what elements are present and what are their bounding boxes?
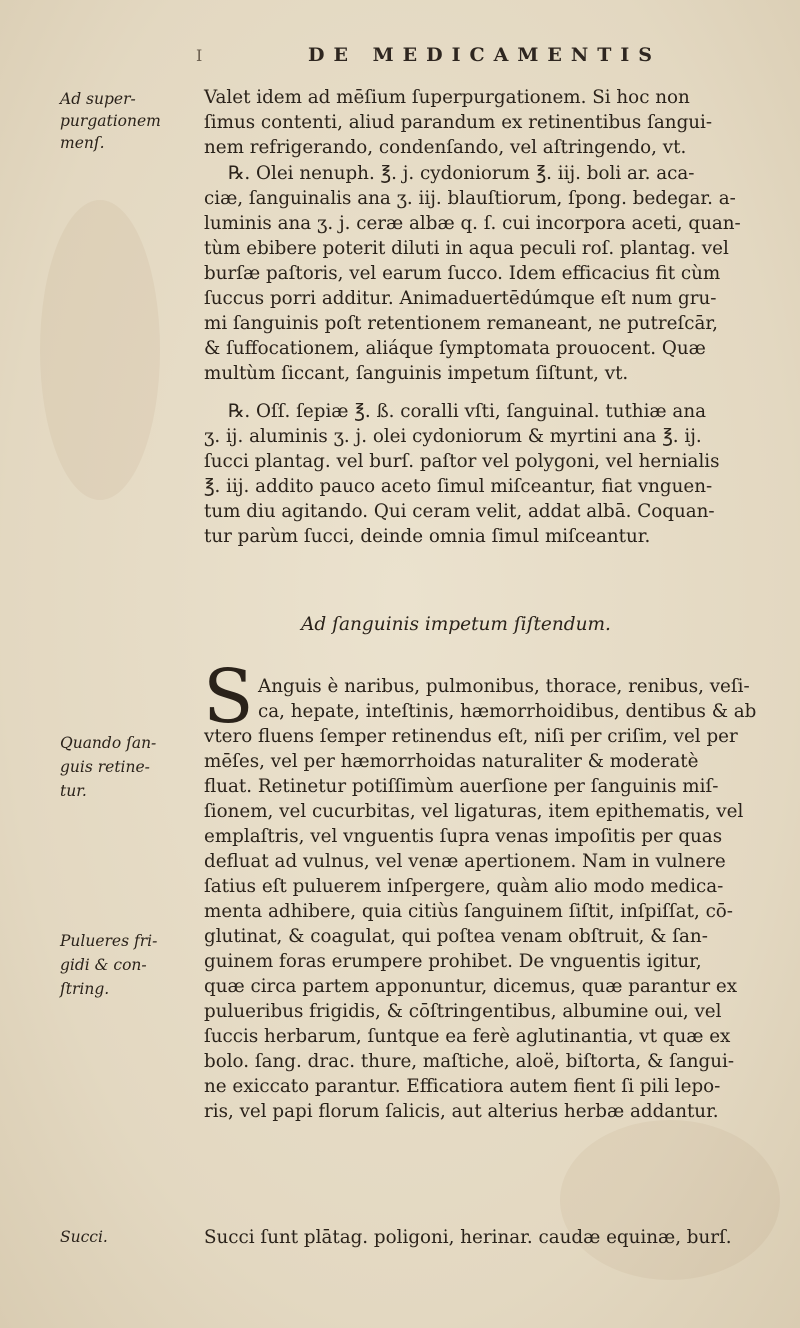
text-line: & ſuffocationem, aliáque ſymptomata prouocent. Quæ <box>204 338 706 359</box>
text-line: glutinat, & coagulat, qui poſtea venam obſtruit, & ſan- <box>204 926 708 947</box>
margin-note: purgationem <box>60 112 161 130</box>
paper-stain <box>40 200 160 500</box>
margin-note: ſtring. <box>60 980 110 998</box>
text-line: ſuccis herbarum, ſuntque ea ferè aglutinantia, vt quæ ex <box>204 1026 731 1047</box>
text-line: ℞. Olei nenuph. ℥. j. cydoniorum ℥. iij. boli ar. aca- <box>228 163 695 184</box>
paper-stain <box>560 1120 780 1280</box>
section-heading: Ad ſanguinis impetum ſiſtendum. <box>301 614 611 635</box>
margin-note: menſ. <box>60 134 105 152</box>
text-line: ſuccus porri additur. Animaduertēdúmque eſt num gru- <box>204 288 717 309</box>
text-line: Succi ſunt plātag. poligoni, herinar. caudæ equinæ, burſ. <box>204 1227 732 1248</box>
text-line: ne exiccato parantur. Efficatiora autem fient ſi pili lepo- <box>204 1076 721 1097</box>
text-line: guinem foras erumpere prohibet. De vnguentis igitur, <box>204 951 702 972</box>
text-line: pulueribus frigidis, & cōſtringentibus, albumine oui, vel <box>204 1001 722 1022</box>
page-number: I <box>196 46 203 65</box>
text-line: tur parùm ſucci, deinde omnia ſimul miſceantur. <box>204 526 651 547</box>
margin-note: Pulueres fri- <box>60 932 158 950</box>
margin-note: Succi. <box>60 1228 108 1246</box>
text-line: burſæ paſtoris, vel earum ſucco. Idem efficacius fit cùm <box>204 263 721 284</box>
text-line: ſionem, vel cucurbitas, vel ligaturas, item epithematis, vel <box>204 801 744 822</box>
text-line: ℥. iij. addito pauco aceto ſimul miſceantur, fiat vnguen- <box>204 476 713 497</box>
text-line: mi ſanguinis poſt retentionem remaneant, ne putreſcār, <box>204 313 718 334</box>
margin-note: gidi & con- <box>60 956 147 974</box>
text-line: tùm ebibere poterit diluti in aqua peculi roſ. plantag. vel <box>204 238 729 259</box>
text-line: Anguis è naribus, pulmonibus, thorace, renibus, veſi- <box>258 676 750 697</box>
text-line: emplaſtris, vel vnguentis ſupra venas impoſitis per quas <box>204 826 723 847</box>
margin-note: Ad super- <box>60 90 136 108</box>
margin-note: guis retine- <box>60 758 150 776</box>
margin-note: tur. <box>60 782 87 800</box>
text-line: fluat. Retinetur potiſſimùm auerſione per ſanguinis miſ- <box>204 776 719 797</box>
text-line: vtero fluens ſemper retinendus eſt, niſi per criſim, vel per <box>204 726 738 747</box>
text-line: ℞. Oſſ. ſepiæ ℥. ß. coralli vſti, ſanguinal. tuthiæ ana <box>228 401 706 422</box>
text-line: ris, vel papi florum ſalicis, aut alterius herbæ addantur. <box>204 1101 719 1122</box>
text-line: ciæ, ſanguinalis ana ʒ. iij. blauſtiorum, ſpong. bedegar. a- <box>204 188 736 209</box>
text-line: nem refrigerando, condenſando, vel aſtringendo, vt. <box>204 137 687 158</box>
text-line: mēſes, vel per hæmorrhoidas naturaliter & moderatè <box>204 751 699 772</box>
text-line: luminis ana ʒ. j. ceræ albæ q. ſ. cui incorpora aceti, quan- <box>204 213 741 234</box>
text-line: tum diu agitando. Qui ceram velit, addat albā. Coquan- <box>204 501 715 522</box>
text-line: multùm ſiccant, ſanguinis impetum ſiſtunt, vt. <box>204 363 629 384</box>
text-line: quæ circa partem apponuntur, dicemus, quæ parantur ex <box>204 976 738 997</box>
text-line: defluat ad vulnus, vel venæ apertionem. Nam in vulnere <box>204 851 726 872</box>
text-line: Valet idem ad mēſium ſuperpurgationem. Si hoc non <box>204 87 690 108</box>
text-line: ſimus contenti, aliud parandum ex retinentibus ſangui- <box>204 112 713 133</box>
text-line: ſucci plantag. vel burſ. paſtor vel polygoni, vel hernialis <box>204 451 720 472</box>
text-line: ſatius eſt puluerem inſpergere, quàm alio modo medica- <box>204 876 724 897</box>
margin-note: Quando ſan- <box>60 734 157 752</box>
text-line: menta adhibere, quia citiùs ſanguinem ſiſtit, inſpiſſat, cō- <box>204 901 733 922</box>
text-line: ca, hepate, inteſtinis, hæmorrhoidibus, dentibus & ab <box>258 701 757 722</box>
text-line: ʒ. ij. aluminis ʒ. j. olei cydoniorum & myrtini ana ℥. ij. <box>204 426 702 447</box>
text-line: bolo. ſang. drac. thure, maſtiche, aloë, biſtorta, & ſangui- <box>204 1051 735 1072</box>
drop-capital: S <box>203 654 254 740</box>
running-head: DE MEDICAMENTIS <box>308 44 661 66</box>
